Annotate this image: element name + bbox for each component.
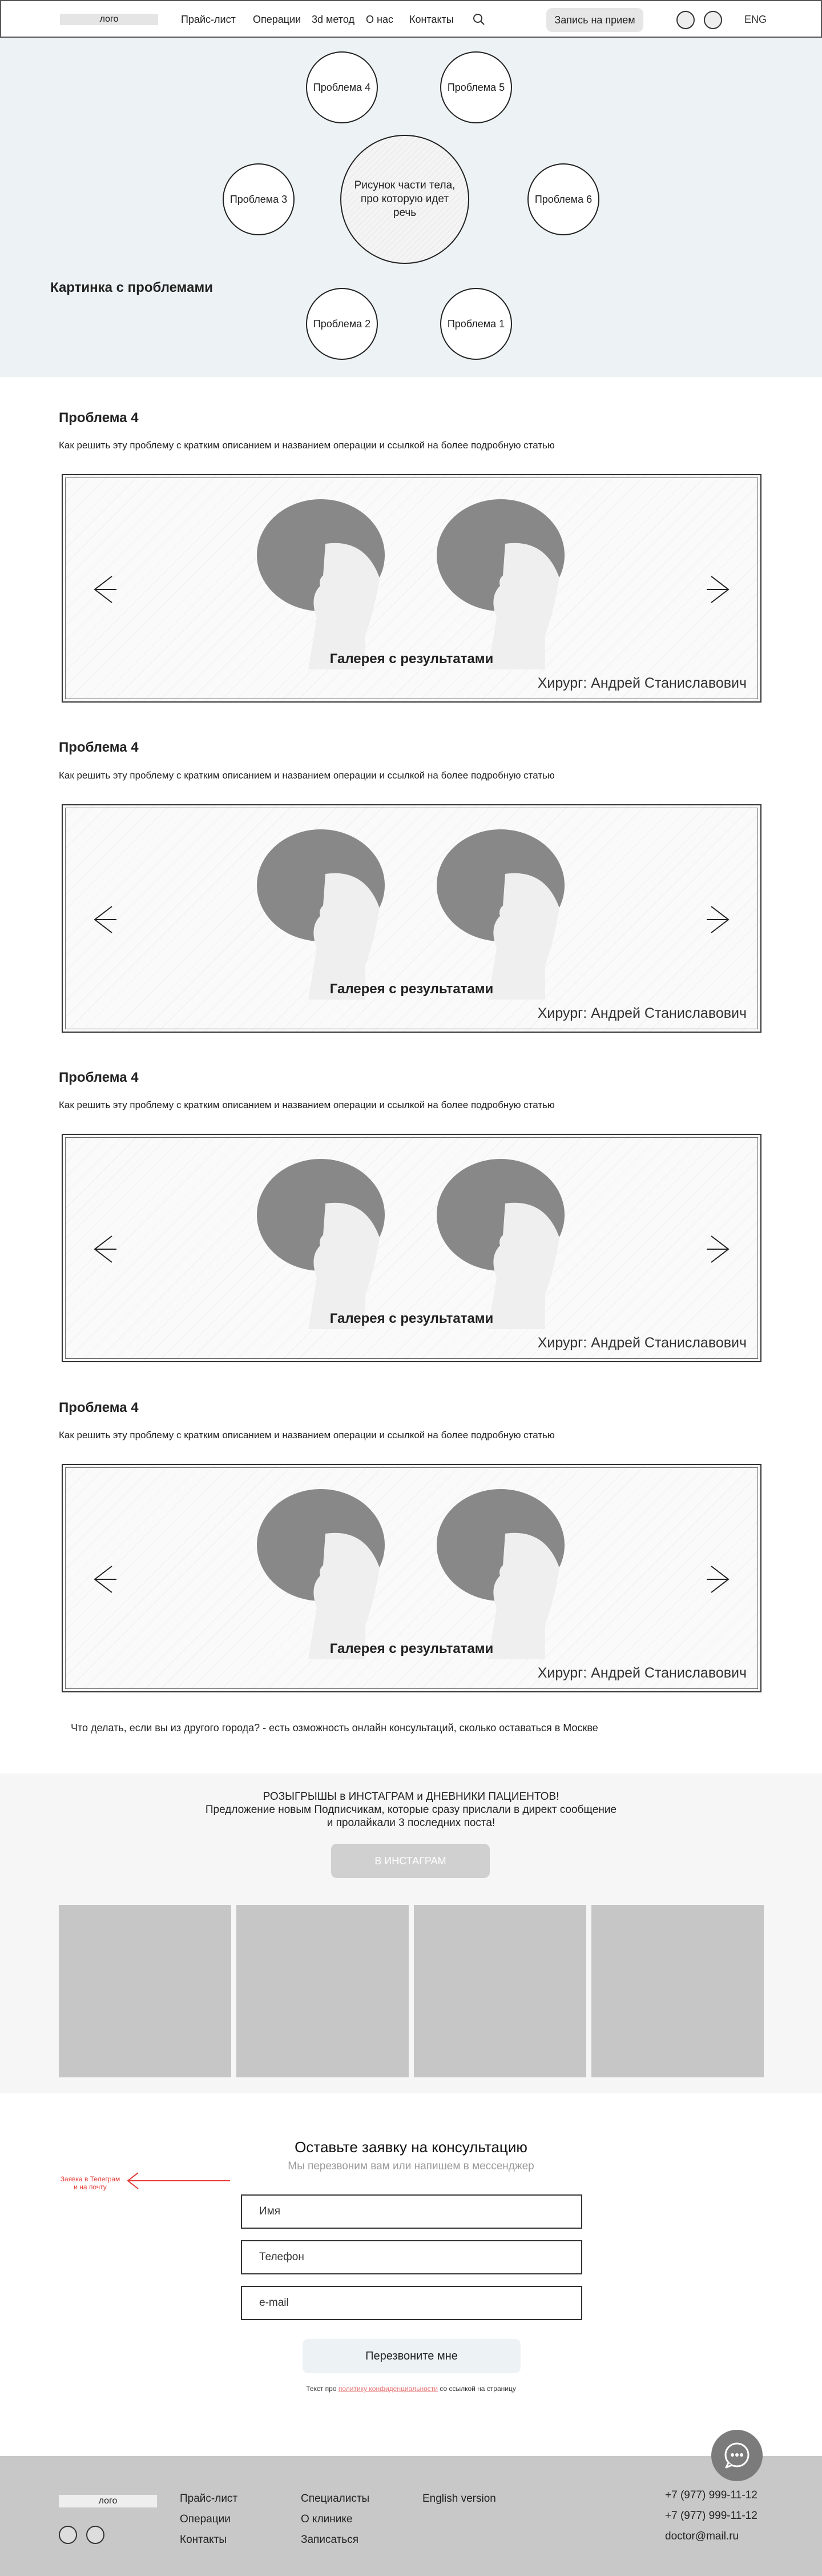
name-field[interactable]: Имя	[241, 2194, 582, 2229]
annotation-line: Заявка в Телеграм	[60, 2175, 120, 2183]
privacy-note	[0, 2385, 822, 2393]
arrow-left-icon[interactable]	[91, 1235, 116, 1263]
footer-contacts[interactable]: Контакты	[180, 2534, 227, 2546]
surgeon-name: Хирург: Андрей Станиславович	[537, 675, 747, 691]
problem-description: Как решить эту проблему с кратким описанием и названием операции и ссылкой на более подробную статью	[59, 770, 555, 781]
footer-logo[interactable]: лого	[59, 2495, 157, 2507]
instagram-post[interactable]	[591, 1905, 764, 2077]
gallery-label: Галерея с результатами	[329, 651, 494, 667]
nav-operations[interactable]: Операции	[253, 14, 301, 25]
head-profile-image	[437, 1158, 569, 1329]
arrow-left-icon[interactable]	[91, 1565, 116, 1594]
head-profile-image	[257, 1488, 389, 1659]
footer	[0, 2456, 822, 2576]
chat-button[interactable]	[711, 2430, 763, 2481]
problem-circle-2[interactable]: Проблема 2	[306, 288, 378, 360]
problem-title: Проблема 4	[59, 1070, 139, 1085]
footer-about-clinic[interactable]: О клинике	[301, 2513, 353, 2525]
problem-circle-1[interactable]: Проблема 1	[440, 288, 512, 360]
footer-english-version[interactable]: English version	[422, 2493, 496, 2505]
arrow-right-icon[interactable]	[707, 905, 732, 934]
gallery-label: Галерея с результатами	[329, 1641, 494, 1656]
instagram-offer-text: Предложение новым Подписчикам, которые сразу прислали в директ сообщение	[205, 1804, 617, 1816]
language-switch[interactable]: ENG	[744, 14, 767, 25]
social-icon[interactable]	[676, 11, 695, 29]
online-consultation-note: Что делать, если вы из другого города? - есть озможность онлайн консультаций, сколько оставаться в Москве	[71, 1722, 598, 1734]
head-profile-image	[257, 1158, 389, 1329]
logo[interactable]: лого	[60, 14, 158, 25]
privacy-policy-link[interactable]: политику конфиденциальности	[338, 2385, 438, 2393]
footer-phone[interactable]: +7 (977) 999-11-12	[665, 2510, 757, 2522]
privacy-text: со ссылкой на страницу	[437, 2385, 516, 2393]
nav-about[interactable]: О нас	[366, 14, 393, 25]
head-profile-image	[257, 828, 389, 1000]
instagram-button[interactable]: В ИНСТАГРАМ	[331, 1844, 490, 1878]
head-profile-image	[257, 498, 389, 669]
nav-price-list[interactable]: Прайс-лист	[181, 14, 236, 25]
social-icon[interactable]	[59, 2526, 77, 2544]
chat-icon	[722, 2440, 752, 2471]
surgeon-name: Хирург: Андрей Станиславович	[537, 1005, 747, 1021]
instagram-offer-text: и пролайкали 3 последних поста!	[327, 1817, 495, 1829]
instagram-section	[0, 1773, 822, 2093]
problem-description: Как решить эту проблему с кратким описанием и названием операции и ссылкой на более подробную статью	[59, 440, 555, 451]
instagram-headline: РОЗЫГРЫШЫ в ИНСТАГРАМ и ДНЕВНИКИ ПАЦИЕНТОВ!	[263, 1791, 559, 1803]
appointment-button[interactable]: Запись на прием	[546, 8, 643, 32]
hero-problems	[0, 38, 822, 377]
nav-3d-method[interactable]: 3d метод	[312, 14, 354, 25]
surgeon-name: Хирург: Андрей Станиславович	[537, 1335, 747, 1351]
gallery-label: Галерея с результатами	[329, 1311, 494, 1326]
footer-book[interactable]: Записаться	[301, 2534, 358, 2546]
surgeon-name: Хирург: Андрей Станиславович	[537, 1665, 747, 1681]
instagram-post[interactable]	[236, 1905, 409, 2077]
problem-circle-6[interactable]: Проблема 6	[527, 163, 599, 235]
problem-title: Проблема 4	[59, 1400, 139, 1415]
form-subtitle: Мы перезвоним вам или напишем в мессенджер	[288, 2160, 534, 2172]
social-icon[interactable]	[704, 11, 722, 29]
email-field[interactable]: e-mail	[241, 2286, 582, 2320]
gallery-label: Галерея с результатами	[329, 981, 494, 997]
footer-operations[interactable]: Операции	[180, 2513, 231, 2525]
problem-description: Как решить эту проблему с кратким описанием и названием операции и ссылкой на более подробную статью	[59, 1100, 555, 1110]
arrow-left-icon[interactable]	[91, 575, 116, 604]
annotation-line: и на почту	[74, 2183, 107, 2191]
social-icon[interactable]	[86, 2526, 104, 2544]
results-gallery	[62, 1134, 761, 1362]
arrow-right-icon[interactable]	[707, 575, 732, 604]
instagram-post[interactable]	[414, 1905, 586, 2077]
problem-circle-3[interactable]: Проблема 3	[223, 163, 295, 235]
footer-email[interactable]: doctor@mail.ru	[665, 2530, 739, 2542]
phone-field[interactable]: Телефон	[241, 2240, 582, 2274]
head-profile-image	[437, 1488, 569, 1659]
results-gallery	[62, 474, 761, 703]
footer-price-list[interactable]: Прайс-лист	[180, 2493, 238, 2505]
header	[0, 0, 822, 38]
nav-contacts[interactable]: Контакты	[409, 14, 454, 25]
head-profile-image	[437, 828, 569, 1000]
problem-description: Как решить эту проблему с кратким описанием и названием операции и ссылкой на более подробную статью	[59, 1430, 555, 1441]
call-me-button[interactable]: Перезвоните мне	[303, 2339, 521, 2373]
annotation-arrow-icon	[126, 2170, 231, 2191]
results-gallery	[62, 1464, 761, 1692]
problem-circle-5[interactable]: Проблема 5	[440, 51, 512, 123]
form-title: Оставьте заявку на консультацию	[295, 2138, 527, 2156]
footer-specialists[interactable]: Специалисты	[301, 2493, 370, 2505]
body-part-image: Рисунок части тела, про которую идет речь	[340, 135, 469, 264]
privacy-text: Текст про	[306, 2385, 339, 2393]
arrow-right-icon[interactable]	[707, 1235, 732, 1263]
instagram-post[interactable]	[59, 1905, 231, 2077]
arrow-left-icon[interactable]	[91, 905, 116, 934]
hero-title: Картинка с проблемами	[50, 280, 213, 295]
head-profile-image	[437, 498, 569, 669]
problem-circle-4[interactable]: Проблема 4	[306, 51, 378, 123]
problem-title: Проблема 4	[59, 410, 139, 426]
annotation-note	[50, 2175, 130, 2191]
problem-title: Проблема 4	[59, 740, 139, 755]
arrow-right-icon[interactable]	[707, 1565, 732, 1594]
search-icon[interactable]	[472, 13, 486, 26]
footer-phone[interactable]: +7 (977) 999-11-12	[665, 2489, 757, 2501]
results-gallery	[62, 804, 761, 1033]
